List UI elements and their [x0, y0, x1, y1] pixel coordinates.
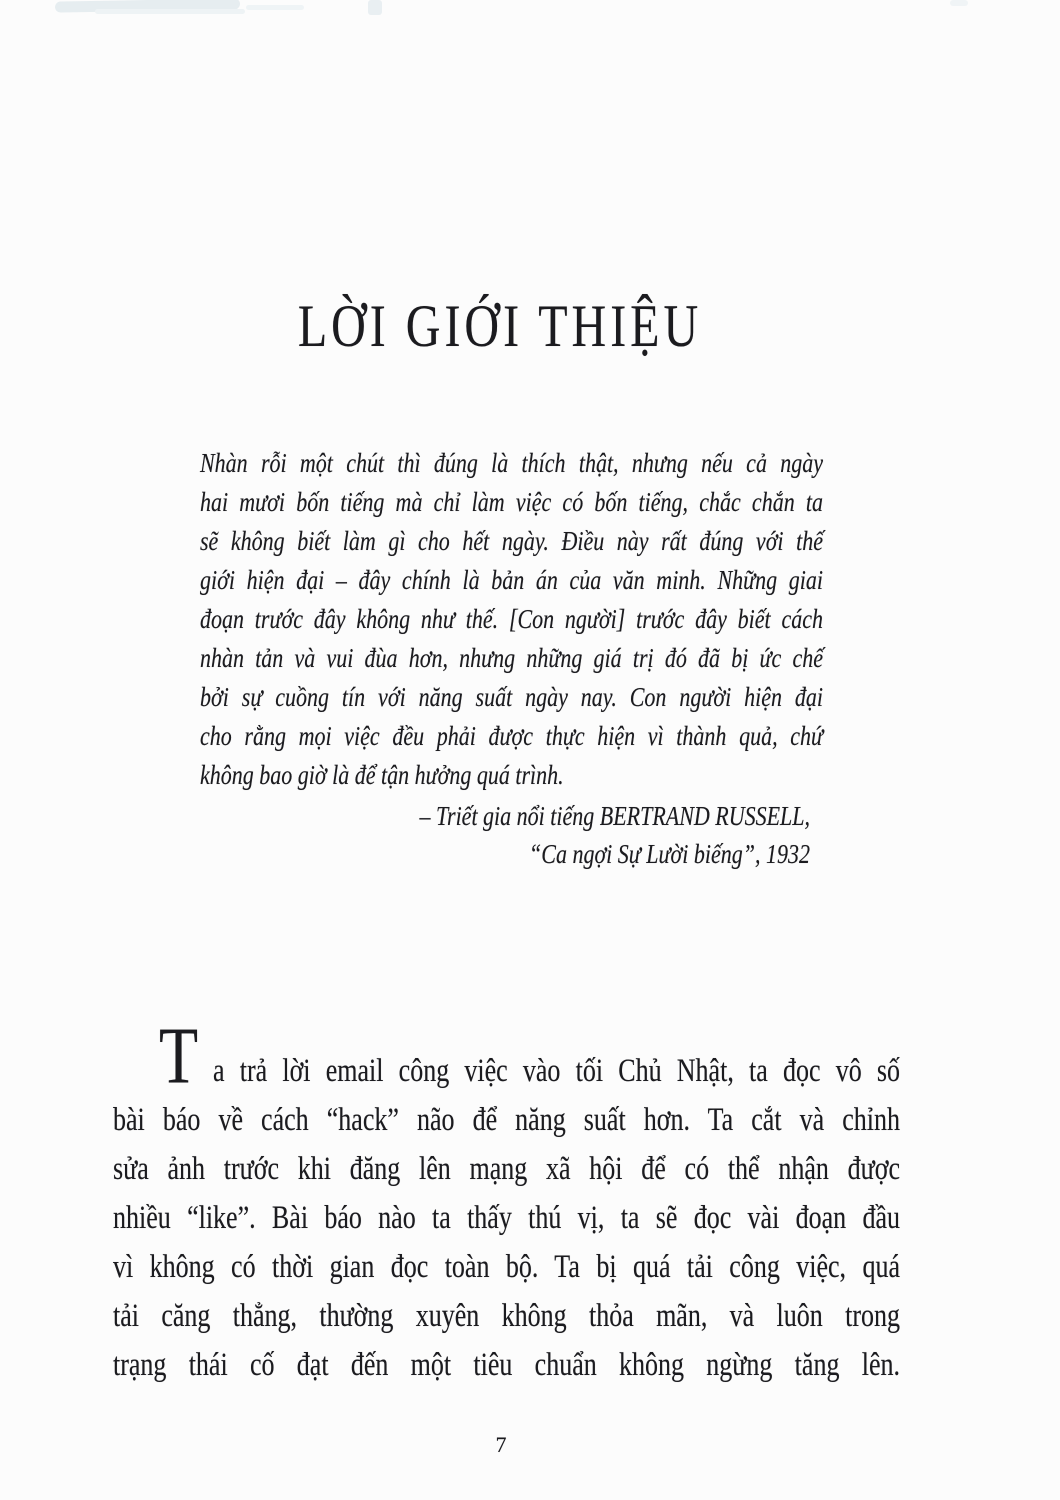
attribution-line: – Triết gia nổi tiếng BERTRAND RUSSELL, — [419, 799, 810, 831]
quote-attribution — [200, 797, 810, 873]
body-line: bài báo về cách “hack” não để năng suất hơn. Ta cắt và chỉnh — [113, 1101, 900, 1138]
body-line: nhiều “like”. Bài báo nào ta thấy thú vị, ta sẽ đọc vài đoạn đầu — [113, 1199, 900, 1236]
drop-cap-initial: T — [159, 1011, 199, 1100]
quote-line: cho rằng mọi việc đều phải được thực hiện vì thành quả, chứ — [200, 719, 823, 752]
quote-line: giới hiện đại – đây chính là bản án của văn minh. Những giai — [200, 563, 823, 596]
quote-line: đoạn trước đây không như thế. [Con người] trước đây biết cách — [200, 602, 823, 635]
quote-line: sẽ không biết làm gì cho hết ngày. Điều này rất đúng với thế — [200, 524, 823, 557]
page-number: 7 — [495, 1432, 507, 1457]
chapter-title: LỜI GIỚI THIỆU — [297, 293, 703, 360]
body-line: sửa ảnh trước khi đăng lên mạng xã hội để có thể nhận được — [113, 1150, 900, 1187]
body-line: tải căng thẳng, thường xuyên không thỏa mãn, và luôn trong — [113, 1297, 900, 1334]
quote-line: Nhàn rỗi một chút thì đúng là thích thật, nhưng nếu cả ngày — [200, 446, 823, 479]
scan-artifact — [368, 0, 382, 15]
scan-artifact — [246, 5, 304, 10]
attribution-line: “Ca ngợi Sự Lười biếng”, 1932 — [529, 837, 810, 869]
quote-line: bởi sự cuồng tín với năng suất ngày nay. Con người hiện đại — [200, 680, 823, 713]
scan-artifact — [950, 0, 968, 6]
quote-line: nhàn tản và vui đùa hơn, nhưng những giá trị đó đã bị ức chế — [200, 641, 823, 674]
body-line: vì không có thời gian đọc toàn bộ. Ta bị quá tải công việc, quá — [113, 1248, 900, 1285]
body-paragraph — [113, 1046, 900, 1389]
epigraph-quote-block — [200, 443, 823, 794]
body-line: trạng thái cố đạt đến một tiêu chuẩn không ngừng tăng lên. — [113, 1346, 900, 1383]
quote-line: không bao giờ là để tận hưởng quá trình. — [200, 758, 564, 791]
scan-artifact — [95, 9, 245, 14]
quote-line: hai mươi bốn tiếng mà chỉ làm việc có bốn tiếng, chắc chắn ta — [200, 485, 823, 518]
body-line: a trả lời email công việc vào tối Chủ Nhật, ta đọc vô số — [213, 1052, 900, 1089]
